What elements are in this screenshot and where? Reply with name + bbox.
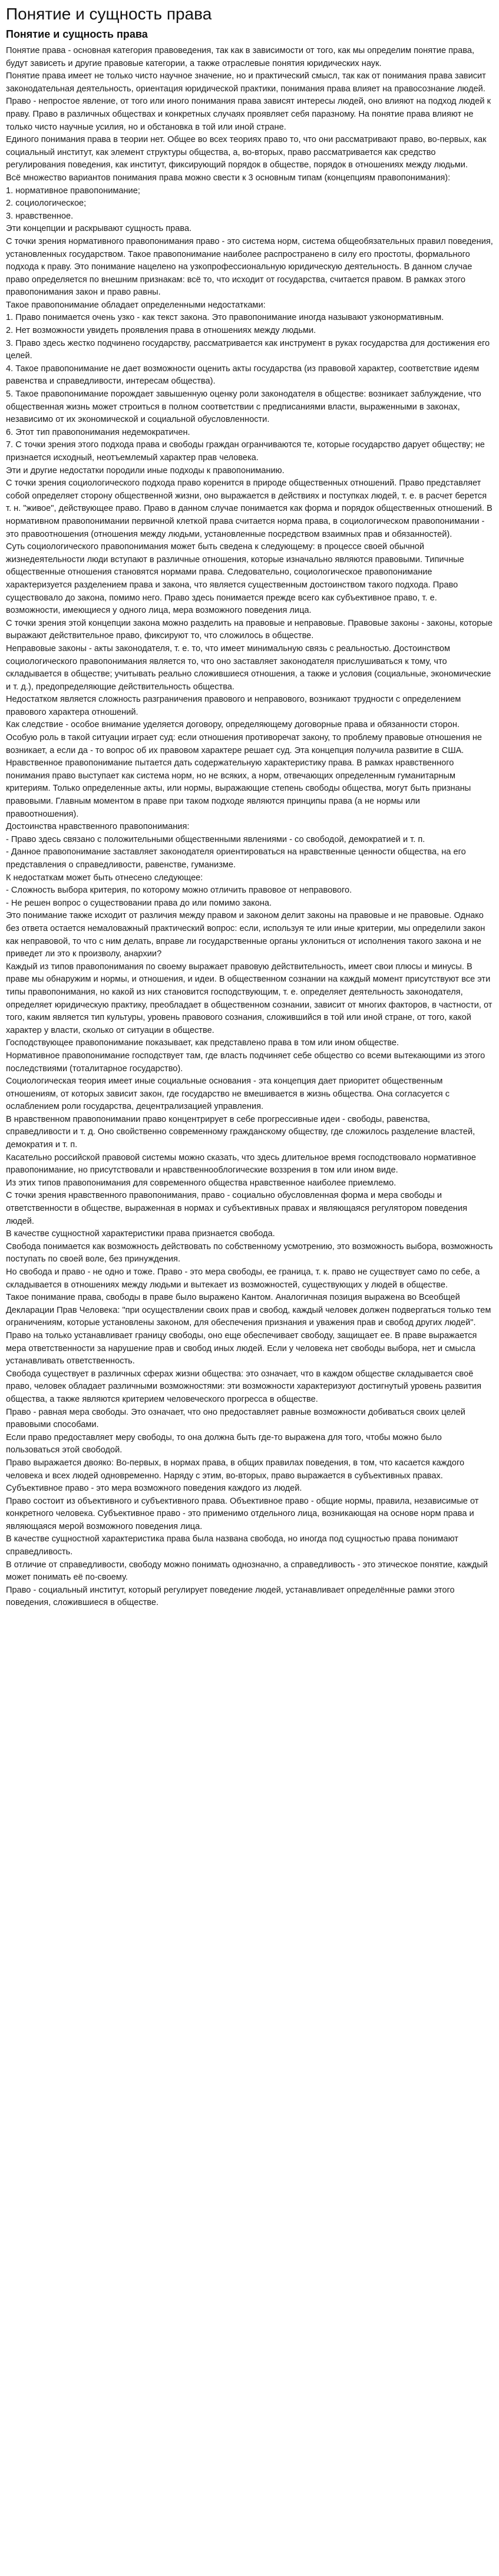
paragraph: 2. Нет возможности увидеть проявления права в отношениях между людьми. <box>6 326 316 336</box>
paragraph: Свобода понимается как возможность действовать по собственному усмотрению, это возможность выбора, возможность поступать по своей воле, без принуждения. <box>6 1241 493 1264</box>
paragraph: Единого понимания права в теории нет. Общее во всех теориях право то, что они рассматривают право, во-первых, как социальный институт, как элемент структуры общества, а, во-вторых, право рассматривается как средство регулирования поведения, как институт, фиксирующий порядок в обществе, порядок в отношениях между людьми. <box>6 135 487 170</box>
paragraph: - Данное правопонимание заставляет законодателя ориентироваться на нравственные ценности общества, на его представления о справедливости, равенстве, гуманизме. <box>6 847 466 870</box>
paragraph: Если право предоставляет меру свободы, то она должна быть где-то выражена для того, чтобы можно было пользоваться этой свободой. <box>6 1432 442 1455</box>
paragraph: - Не решен вопрос о существовании права до или помимо закона. <box>6 898 272 908</box>
paragraph: Недостатком является сложность разграничения правового и неправового, возникают трудности с определением правового характера отношений. <box>6 695 461 717</box>
paragraph: С точки зрения социологического подхода право коренится в природе общественных отношений. Право представляет собой определяет сторону общественной жизни, оно выражается в действиях и поступках людей, т. е. в расчет берется т. н. "живое", действующее право. Право в данном случае понимается как форма и порядок общественных отношений. В нормативном правопонимании первичной клеткой права считается норма права, в социологическом правопонимании - это правоотношения (отношения между людьми, установленные посредством взаимных прав и обязанностей). <box>6 478 493 539</box>
paragraph: Право - социальный институт, который регулирует поведение людей, устанавливает определённые рамки этого поведения, сложившиеся в обществе. <box>6 1585 455 1608</box>
paragraph: Право - равная мера свободы. Это означает, что оно предоставляет равные возможности добиваться своих целей правовыми способами. <box>6 1407 465 1430</box>
paragraph: Как следствие - особое внимание уделяется договору, определяющему договорные права и обязанности сторон. Особую роль в такой ситуации играет суд: если отношения противоречат закону, то проблему правовые отношения не возникает, а если да - то вопрос об их правовом характере решает суд. Эта концепция получила развитие в США. <box>6 720 483 755</box>
section-heading: Понятие и сущность права <box>6 28 148 40</box>
paragraph: Понятие права - основная категория правоведения, так как в зависимости от того, как мы определим понятие права, будут зависеть и другие правовые категории, а также отраслевые понятия юридических наук. <box>6 46 475 68</box>
paragraph: 4. Такое правопонимание не дает возможности оценить акты государства (из правовой характер, соответствие идеям равенства и справедливости, интересам общества). <box>6 364 480 387</box>
paragraph: Эти концепции и раскрывают сущность права. <box>6 224 192 234</box>
paragraph: В нравственном правопонимании право концентрирует в себе прогрессивные идеи - свободы, равенства, справедливости и т. д. Оно свойственно современному гражданскому обществу, где сложилось разделение властей, демократия и т. п. <box>6 1114 475 1150</box>
paragraph: Суть социологического правопонимания может быть сведена к следующему: в процессе своей обычной жизнедеятельности люди вступают в различные отношения, которые изначально являются правовыми. Типичные общественные отношения становятся нормами права. Следовательно, социологическое правопонимание характеризуется разделением права и закона, что является существенным достоинством такого подхода. Право существовало до закона, помимо него. Право здесь понимается прежде всего как субъективное право, т. е. возможности, имеющиеся у одного лица, мера возможного поведения лица. <box>6 542 464 616</box>
article-body <box>6 45 493 1610</box>
paragraph: 1. Право понимается очень узко - как текст закона. Это правопонимание иногда называют узконормативным. <box>6 313 444 323</box>
paragraph: С точки зрения нормативного правопонимания право - это система норм, система общеобязательных правил поведения, установленных государством. Такое правопонимание наиболее распространено в силу его простоты, формального подхода к праву. Это понимание нацелено на узкопрофессиональную юридическую деятельность. В данном случае право определяется по внешним признакам: всё то, что исходит от государства, считается правом. В рамках этого правопонимания закон и право равны. <box>6 236 493 298</box>
paragraph: Право выражается двояко: Во-первых, в нормах права, в общих правилах поведения, в том, что касается каждого человека и всех людей одновременно. Наряду с этим, во-вторых, право выражается в субъективных правах. Субъективное право - это мера возможного поведения каждого из людей. <box>6 1458 465 1494</box>
paragraph: Касательно российской правовой системы можно сказать, что здесь длительное время господствовало нормативное правопонимание, но присутствовали и нравственнооблогические воззрения в том или ином виде. <box>6 1152 476 1175</box>
paragraph: Каждый из типов правопонимания по своему выражает правовую действительность, имеет свои плюсы и минусы. В праве мы обнаружим и нормы, и отношения, и идеи. В общественном сознании на каждый момент присутствуют все эти типы правопонимания, но какой из них становится господствующим, т. е. определяет деятельность законодателя, определяет юридическую практику, преобладает в общественном сознании, зависит от многих факторов, в частности, от того, каким является тип культуры, уровень правового сознания, сложившийся в той или иной стране, от того, какой характер у власти, сколько от ситуации в обществе. <box>6 962 493 1035</box>
paragraph: Нравственное правопонимание пытается дать содержательную характеристику права. В рамках нравственного понимания право выступает как система норм, но не всяких, а норм, отвечающих определенным гуманитарным критериям. Только определенные акты, или нормы, выражающие степень свободы общества, могут быть признаны правовыми. Главным моментом в праве при таком подходе являются принципы права (а не нормы или правоотношения). <box>6 758 471 819</box>
paragraph: В качестве сущностной характеристики права признается свобода. <box>6 1229 275 1239</box>
paragraph: 5. Такое правопонимание порождает завышенную оценку роли законодателя в обществе: возникает заблуждение, что общественная жизнь может строиться в полном соответствии с предписаниями власти, выраженными в законах, независимо от их экономической и социальной обусловленности. <box>6 389 481 425</box>
paragraph: 2. социологическое; <box>6 199 87 209</box>
paragraph: Это понимание также исходит от различия между правом и законом делит законы на правовые и не правовые. Однако без ответа остается немаловажный практический вопрос: если, используя те или иные критерии, мы определили закон как неправовой, то что с ним делать, вправе ли государственные органы уклониться от исполнения такого закона и не приведет ли это к произволу, анархии? <box>6 911 485 959</box>
paragraph: Такое понимание права, свободы в праве было выражено Кантом. Аналогичная позиция выражена во Всеобщей Декларации Прав Человека: "при осуществлении своих прав и свобод, каждый человек должен подвергаться только тем ограничениям, которые установлены законом, для обеспечения признания и уважения прав и свобод других людей". Право на только устанавливает границу свободы, оно еще обеспечивает свободу, защищает ее. В праве выражается мера ответственности за нарушение прав и свобод иных людей. Если у человека нет свободы выбора, нет и смысла устанавливать ответственность. <box>6 1293 491 1366</box>
paragraph: 6. Этот тип правопонимания недемократичен. <box>6 427 190 437</box>
paragraph: Такое правопонимание обладает определенными недостатками: <box>6 300 266 310</box>
paragraph: 7. С точки зрения этого подхода права и свободы граждан огранчиваются те, которые государство дарует обществу; не признается исходный, неотъемлемый характер прав человека. <box>6 440 485 463</box>
paragraph: Право - непростое явление, от того или иного понимания права зависят интересы людей, оно влияют на подход людей к праву. Право в различных обществах и конкретных случаях проявляет себя паразному. На понятие права влияют не только чисто научные усилия, но и обстановка в той или иной стране. <box>6 97 491 132</box>
paragraph: - Право здесь связано с положительными общественными явлениями - со свободой, демократией и т. п. <box>6 834 425 844</box>
paragraph: Всё множество вариантов понимания права можно свести к 3 основным типам (концепциям правопонимания): <box>6 173 451 183</box>
paragraph: Из этих типов правопонимания для современного общества нравственное наиболее приемлемо. <box>6 1178 396 1188</box>
paragraph: Свобода существует в различных сферах жизни общества: это означает, что в каждом обществе складывается своё право, человек обладает различными возможностями: эти возможности характеризуют достигнутый уровень развития общества, а также являются критерием человеческого прогресса в обществе. <box>6 1369 482 1404</box>
paragraph: С точки зрения нравственного правопонимания, право - социально обусловленная форма и мера свободы и ответственности в обществе, выраженная в нормах и субъективных правах и являющаяся регулятором поведения людей. <box>6 1191 468 1226</box>
paragraph: В качестве сущностной характеристика права была названа свобода, но иногда под сущностью права понимают справедливость. <box>6 1534 458 1557</box>
paragraph: Нормативное правопонимание господствует там, где власть подчиняет себе общество со всеми вытекающими из этого последствиями (тоталитарное государство). <box>6 1051 485 1074</box>
paragraph: 3. нравственное. <box>6 211 74 221</box>
paragraph: К недостаткам может быть отнесено следующее: <box>6 873 203 883</box>
paragraph: Социологическая теория имеет иные социальные основания - эта концепция дает приоритет общественным отношениям, от которых зависит закон, где государство не вмешивается в жизнь общества. Она согласуется с ослаблением роли государства, децентрализацией управления. <box>6 1076 450 1112</box>
paragraph: С точки зрения этой концепции закона можно разделить на правовые и неправовые. Правовые законы - законы, которые выражают действительное право, фиксируют то, что сложилось в обществе. <box>6 618 493 641</box>
paragraph: Право состоит из объективного и субъективного права. Объективное право - общие нормы, правила, независимые от конкретного человека. Субъективное право - это применимо отдельного лица, возникающая на основе норм права и являющаяся мерой возможного поведения лица. <box>6 1496 479 1531</box>
paragraph: - Сложность выбора критерия, по которому можно отличить правовое от неправового. <box>6 886 352 896</box>
paragraph: 3. Право здесь жестко подчинено государству, рассматривается как инструмент в руках государства для достижения его целей. <box>6 338 490 361</box>
paragraph: Понятие права имеет не только чисто научное значение, но и практический смысл, так как от понимания права зависит законодательная деятельность, ориентация юридической практики, понимания права влияет на правосознание людей. <box>6 71 486 94</box>
paragraph: 1. нормативное правопонимание; <box>6 186 140 196</box>
page-title: Понятие и сущность права <box>6 5 212 23</box>
paragraph: Эти и другие недостатки породили иные подходы к правопониманию. <box>6 465 285 475</box>
paragraph: Господствующее правопонимание показывает, как представлено права в том или ином обществе. <box>6 1038 399 1048</box>
paragraph: В отличие от справедливости, свободу можно понимать однозначно, а справедливость - это этическое понятие, каждый может понимать её по-своему. <box>6 1560 488 1583</box>
paragraph: Но свобода и право - не одно и тоже. Право - это мера свободы, ее граница, т. к. право не существует само по себе, а складывается в отношениях между людьми и вытекает из возможностей, существующих у людей в обществе. <box>6 1267 480 1290</box>
paragraph: Достоинства нравственного правопонимания: <box>6 822 190 832</box>
paragraph: Неправовые законы - акты законодателя, т. е. то, что имеет минимальную связь с реальностью. Достоинством социологического правопонимания является то, что оно заставляет законодателя прислушиваться к тому, что складывается в обществе; учитывать реально сложившиеся отношения, а также и условия (социальные, экономические и т. д.), предопределяющие действительность общества. <box>6 643 491 692</box>
